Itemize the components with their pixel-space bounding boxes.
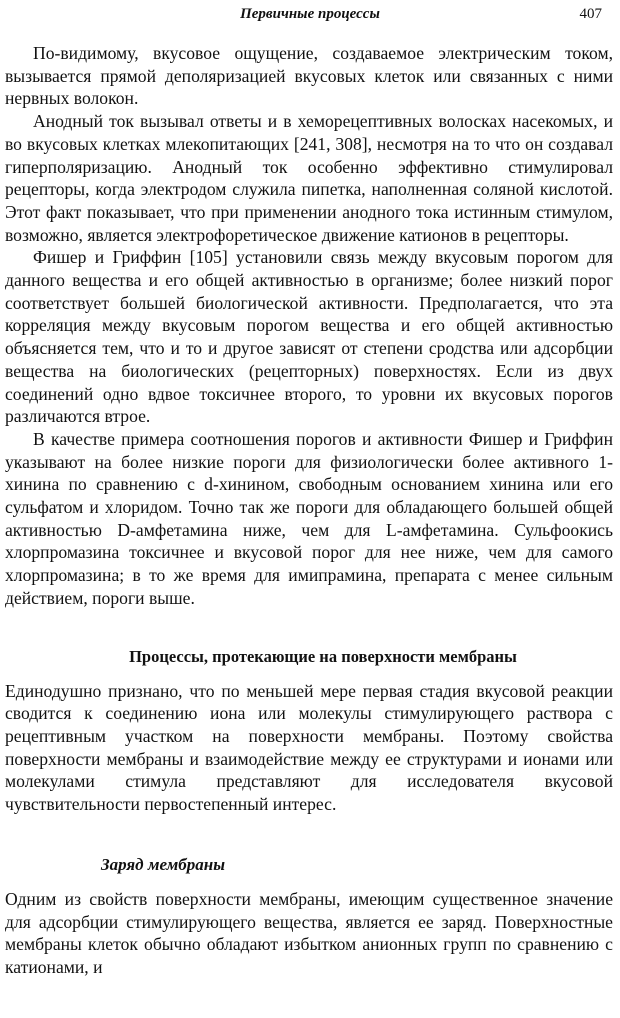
subsection-paragraph: Одним из свойств поверхности мембраны, имеющим существенное значение для адсорбции стимулирующего вещества, является ее заряд. Поверхностные мембраны клеток обычно обладают избытком анионных групп по сравнению с катионами, и: [5, 888, 613, 977]
paragraph-3: Фишер и Гриффин [105] установили связь между вкусовым порогом для данного вещества и его общей активностью в организме; более низкий порог соответствует большей биологической активности. Предполагается, что эта корреляция между вкусовым порогом вещества и его общей активностью объясняется тем, что и то и другое зависят от степени сродства или адсорбции вещества на биологических (рецепторных) поверхностях. Если из двух соединений одно вдвое токсичнее второго, то уровни их вкусовых порогов различаются втрое.: [5, 247, 613, 427]
running-head: [0, 4, 620, 26]
subsection-heading: Заряд мембраны: [101, 854, 225, 874]
page-number: 407: [579, 6, 602, 22]
body-text: [5, 42, 613, 979]
running-title: Первичные процессы: [240, 6, 380, 22]
paragraph-2: Анодный ток вызывал ответы и в хеморецептивных волосках насекомых, и во вкусовых клетках млекопитающих [241, 308], несмотря на то что он создавал гиперполяризацию. Анодный ток особенно эффективно стимулировал рецепторы, когда электродом служила пипетка, наполненная соляной кислотой. Этот факт показывает, что при применении анодного тока истинным стимулом, возможно, является электрофоретическое движение катионов в рецепторы.: [5, 111, 613, 245]
section-paragraph: Единодушно признано, что по меньшей мере первая стадия вкусовой реакции сводится к соединению иона или молекулы стимулирующего раствора с рецептивным участком на поверхности мембраны. Поэтому свойства поверхности мембраны и взаимодействие между ее структурами и ионами или молекулами стимула представляют для исследователя вкусовой чувствительности первостепенный интерес.: [5, 680, 613, 815]
paragraph-4: В качестве примера соотношения порогов и активности Фишер и Гриффин указывают на более низкие пороги для физиологически более активного 1-хинина по сравнению с d-хинином, свободным основанием хинина или его сульфатом и хлоридом. Точно так же пороги для обладающего большей общей активностью D-амфетамина ниже, чем для L-амфетамина. Сульфоокись хлорпромазина токсичнее и вкусовой порог для нее ниже, чем для самого хлорпромазина; в то же время для имипрамина, препарата с менее сильным действием, пороги выше.: [5, 428, 613, 608]
section-heading: Процессы, протекающие на поверхности мембраны: [129, 646, 517, 666]
paragraph-1: По-видимому, вкусовое ощущение, создаваемое электрическим током, вызывается прямой деполяризацией вкусовых клеток или связанных с ними нервных волокон.: [5, 43, 613, 109]
